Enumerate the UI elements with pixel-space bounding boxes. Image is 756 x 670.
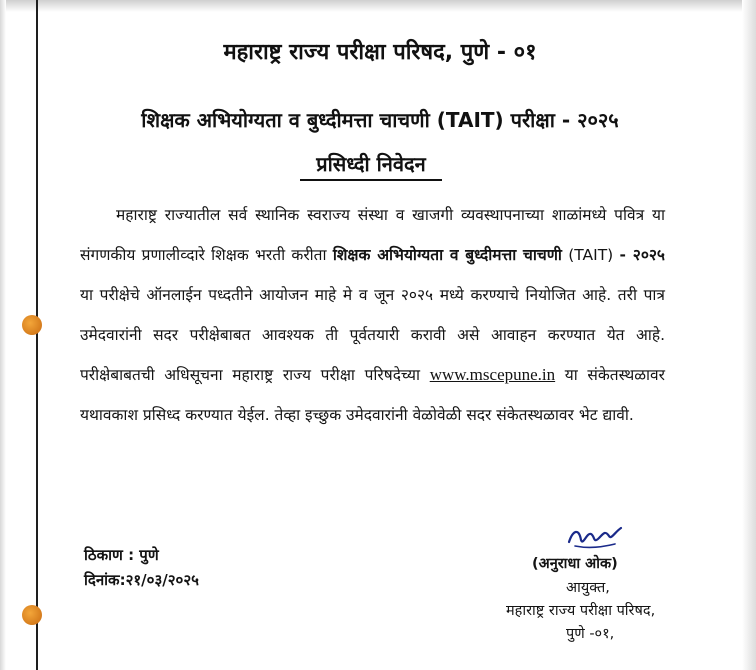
body-bold-year: - २०२५	[619, 246, 665, 264]
body-text-1: महाराष्ट्र राज्यातील सर्व स्थानिक स्वराज्य संस्था व खाजगी व्यवस्थापनाच्या शाळांमध्ये पवित्र या संगणकीय प्रणालीव्दारे शिक्षक भरती करीता	[80, 206, 665, 264]
scan-left-edge	[0, 0, 6, 670]
signatory-name: (अनुराधा ओक)	[532, 556, 618, 572]
website-link[interactable]: www.mscepune.in	[429, 365, 556, 384]
notice-body	[80, 195, 665, 435]
margin-line	[36, 0, 38, 670]
signatory-post: आयुक्त,	[566, 580, 610, 596]
organization-title: महाराष्ट्र राज्य परीक्षा परिषद, पुणे - ०१	[223, 40, 537, 65]
notice-heading: प्रसिध्दी निवेदन	[300, 150, 442, 181]
place-line: ठिकाण : पुणे	[84, 546, 159, 564]
signatory-city: पुणे -०१,	[566, 626, 615, 642]
signature-icon	[565, 520, 625, 554]
body-bold-exam-name: शिक्षक अभियोग्यता व बुध्दीमत्ता चाचणी	[332, 246, 562, 264]
scan-top-shadow	[0, 0, 756, 12]
body-text-4: या संकेतस्थळावर यथावकाश प्रसिध्द करण्यात येईल. तेव्हा इच्छुक उमेदवारांनी वेळोवेळी सदर संकेतस्थळावर भेट द्यावी.	[80, 366, 665, 424]
body-text-3: या परीक्षेचे ऑनलाईन पध्दतीने आयोजन माहे मे व जून २०२५ मध्ये करण्याचे नियोजित आहे. तरी पात्र उमेदवारांनी सदर परीक्षेबाबत आवश्यक ती पूर्वतयारी करावी असे आवाहन करण्यात येत आहे. परीक्षेबाबतची अधिसूचना महाराष्ट्र राज्य परीक्षा परिषदेच्या	[80, 286, 665, 384]
punch-hole-icon	[22, 315, 42, 335]
scan-right-edge	[742, 0, 756, 670]
signatory-organization: महाराष्ट्र राज्य परीक्षा परिषद,	[506, 603, 656, 619]
punch-hole-icon	[22, 605, 42, 625]
body-text-2: (TAIT)	[561, 246, 620, 264]
date-line: दिनांक:२१/०३/२०२५	[84, 571, 199, 589]
exam-title: शिक्षक अभियोग्यता व बुध्दीमत्ता चाचणी (TAIT) परीक्षा - २०२५	[141, 108, 619, 132]
